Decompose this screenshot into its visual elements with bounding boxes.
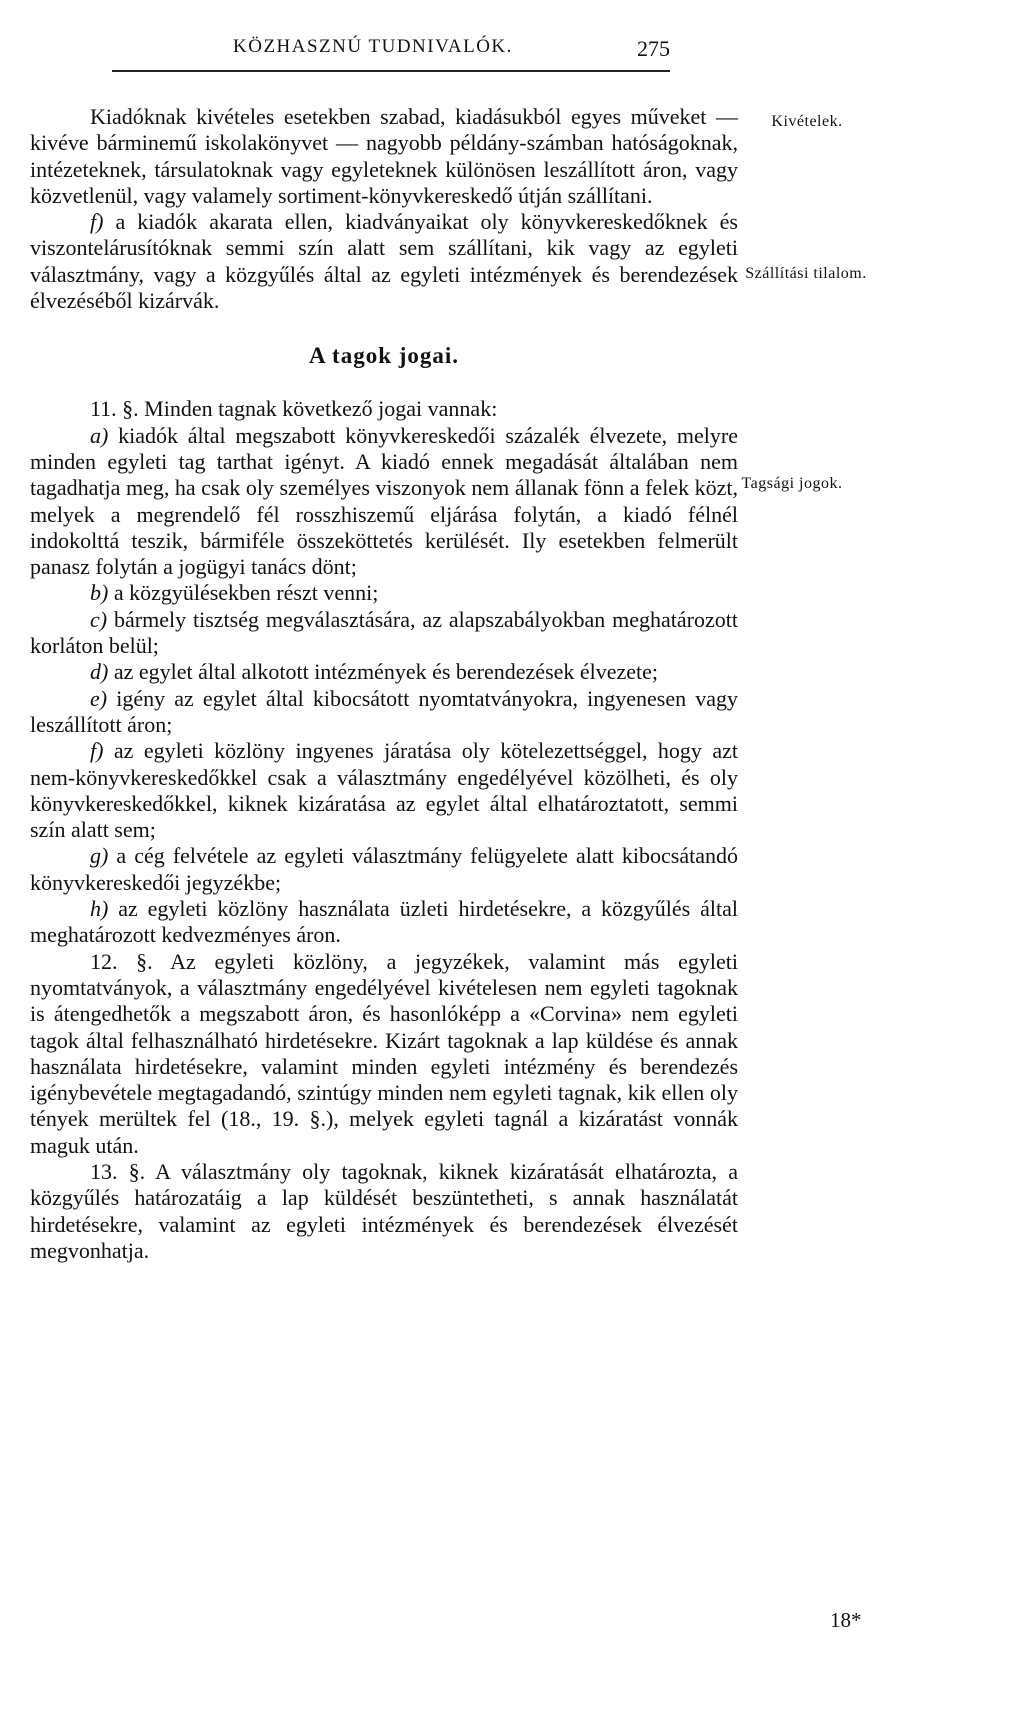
item-text: az egyleti közlöny ingyenes járatása oly kötelezettséggel, hogy azt nem-könyvkereskedőkkel csak a választmány engedélyével közölheti, és oly könyvkereskedőkkel, kiknek kizáratása az egylet által elhatároztatott, semmi szín alatt sem; — [30, 738, 738, 843]
list-item-a — [30, 423, 738, 581]
item-letter: e) — [90, 685, 108, 711]
paragraph-shipping-ban — [30, 209, 738, 314]
item-text: a cég felvétele az egyleti választmány felügyelete alatt kibocsátandó könyvkereskedői jegyzékbe; — [30, 843, 738, 895]
running-head — [0, 36, 1024, 66]
item-letter: f) — [90, 738, 104, 764]
item-letter: a) — [90, 422, 109, 448]
header-rule — [112, 70, 670, 72]
item-text: bármely tisztség megválasztására, az alapszabályokban meghatározott korláton belül; — [30, 606, 738, 659]
item-letter: b) — [90, 580, 109, 606]
signature-mark: 18* — [830, 1608, 862, 1632]
list-item-b — [30, 580, 738, 606]
paragraph-section-13: 13. §. A választmány oly tagoknak, kiknek kizáratását elhatározta, a közgyűlés határozatáig a lap küldését beszüntetheti, s annak használatát hirdetésekre, valamint az egyleti intézmények és berendezések élvezését megvonhatja. — [30, 1158, 738, 1263]
item-text: igény az egylet által kibocsátott nyomtatványokra, ingyenesen vagy leszállított áron; — [30, 685, 738, 737]
item-text: kiadók által megszabott könyvkereskedői százalék élvezete, melyre minden egyleti tag tarthat igényt. A kiadó ennek megadását általában nem tagadhatja meg, ha csak oly személyes viszonyok nem állanak fönn a felek közt, melyek a megrendelő fél rosszhiszemű eljárása folytán, a kiadó félnél indokolttá teszik, bármiféle összeköttetés kerülését. Ily esetekben felmerült panasz folytán a jogügyi tanács dönt; — [30, 422, 738, 580]
item-text: az egyleti közlöny használata üzleti hirdetésekre, a közgyűlés által meghatározott kedvezményes áron. — [30, 896, 738, 948]
margin-note-member-rights: Tagsági jogok. — [741, 475, 843, 492]
item-letter: d) — [90, 659, 109, 685]
margin-note-shipping-ban: Szállítási tilalom. — [745, 265, 867, 282]
list-item-d — [30, 659, 738, 685]
item-letter: f) — [90, 209, 104, 235]
paragraph-exceptions: Kiadóknak kivételes esetekben szabad, kiadásukból egyes műveket — kivéve bárminemű iskolakönyvet — nagyobb példány-számban hatóságoknak, intézeteknek, társulatoknak vagy egyleteknek különösen leszállított áron, vagy közvetlenül, vagy valamely sortiment-könyvkereskedő útján szállítani. — [30, 104, 738, 208]
item-letter: h) — [90, 896, 109, 922]
page-number: 275 — [637, 36, 670, 61]
section-heading: A tagok jogai. — [308, 343, 460, 369]
list-item-f — [30, 738, 738, 843]
paragraph-text: a kiadók akarata ellen, kiadványaikat oly könyvkereskedőknek és viszontelárusítóknak semmi szín alatt sem szállítani, kik vagy az egyleti választmány, vagy a közgyűlés által az egyleti intézmények és berendezések élvezéséből kizárvák. — [30, 209, 738, 314]
list-item-e — [30, 686, 738, 739]
item-letter: c) — [90, 606, 108, 632]
margin-note-exceptions: Kivételek. — [771, 113, 843, 130]
item-text: az egylet által alkotott intézmények és berendezések élvezete; — [108, 659, 659, 685]
item-letter: g) — [90, 843, 109, 869]
item-text: a közgyülésekben részt venni; — [108, 580, 379, 606]
list-item-c — [30, 607, 738, 660]
list-item-g — [30, 843, 738, 896]
paragraph-section-12: 12. §. Az egyleti közlöny, a jegyzékek, valamint más egyleti nyomtatványok, a választmány engedélyével kivételesen nem egyleti tagoknak is átengedhetők a megszabott áron, és hasonlóképp a «Corvina» nem egyleti tagok által felhasználható hirdetésekre. Kizárt tagoknak a lap küldése és annak használata hirdetésekre, valamint minden egyleti intézmény és berendezés igénybevétele megtagadandó, szintúgy minden nem egyleti tagnak, kik ellen oly tények merültek fel (18., 19. §.), melyek egyleti tagnál a kizáratást vonnák maguk után. — [30, 948, 738, 1158]
list-item-h — [30, 896, 738, 949]
main-text — [30, 104, 738, 1264]
paragraph-section-11: 11. §. Minden tagnak következő jogai vannak: — [90, 396, 498, 422]
running-title: KÖZHASZNÚ TUDNIVALÓK. — [233, 36, 513, 57]
